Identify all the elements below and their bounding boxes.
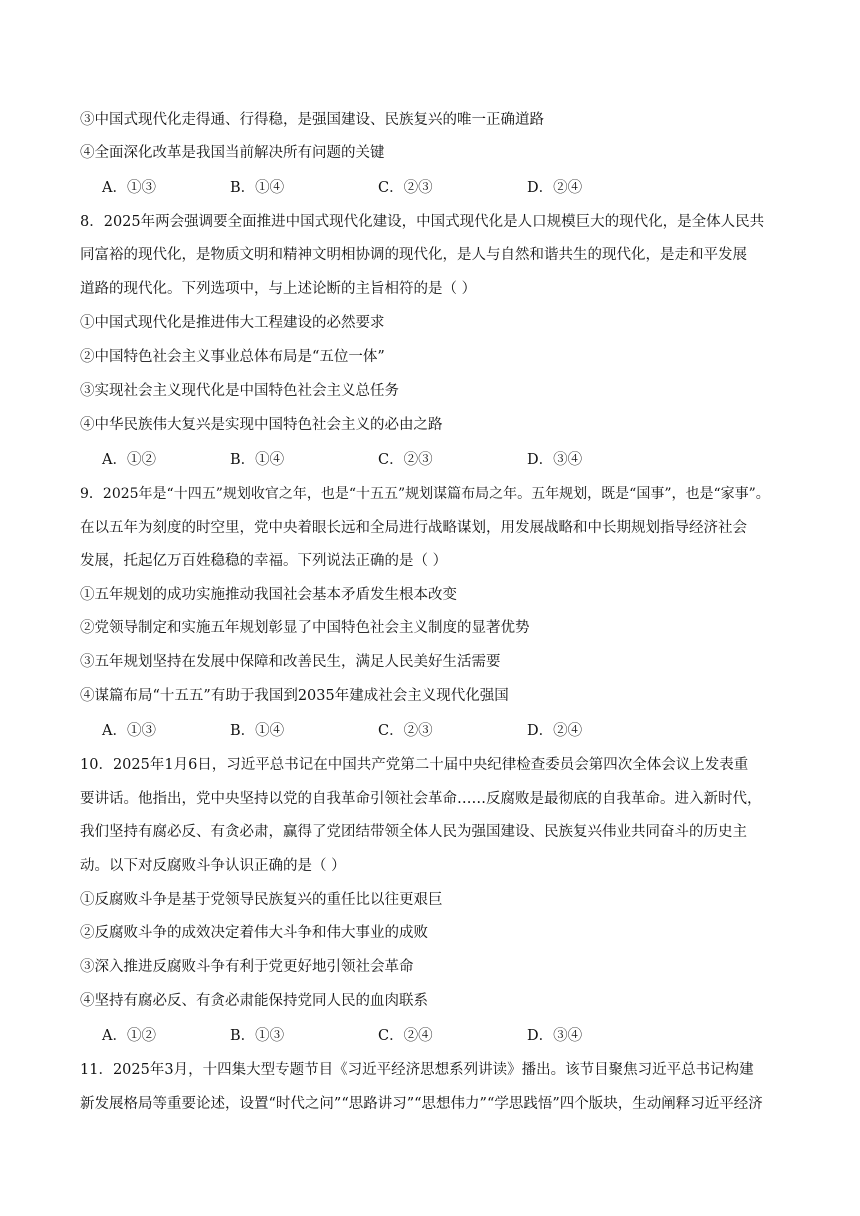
q9-statement-3: ③五年规划坚持在发展中保障和改善民生，满足人民美好生活需要 (80, 654, 501, 670)
q10-stem-line-4: 动。以下对反腐败斗争认识正确的是（ ） (80, 858, 346, 874)
q9-options (102, 721, 782, 741)
q10-stem-line-3: 我们坚持有腐必反、有贪必肃，赢得了党团结带领全体人民为强国建设、民族复兴伟业共同奋斗的历史主 (80, 824, 747, 840)
q10-option-c[interactable]: C．②④ (378, 1028, 433, 1044)
q8-statement-3: ③实现社会主义现代化是中国特色社会主义总任务 (80, 383, 399, 399)
q8-option-b[interactable]: B．①④ (230, 452, 285, 468)
q10-stem-line-2: 要讲话。他指出，党中央坚持以党的自我革命引领社会革命……反腐败是最彻底的自我革命。进入新时代， (80, 791, 762, 807)
q7-option-c[interactable]: C．②③ (378, 180, 433, 196)
q9-option-a[interactable]: A．①③ (102, 723, 156, 739)
q10-statement-3: ③深入推进反腐败斗争有利于党更好地引领社会革命 (80, 959, 414, 975)
q10-statement-2: ②反腐败斗争的成效决定着伟大斗争和伟大事业的成败 (80, 925, 428, 941)
q9-stem-line-3: 发展，托起亿万百姓稳稳的幸福。下列说法正确的是（ ） (80, 553, 448, 569)
q11-stem-line-1: 11．2025年3月，十四集大型专题节目《习近平经济思想系列讲读》播出。该节目聚焦习近平总书记构建 (80, 1062, 754, 1078)
q10-option-d[interactable]: D．③④ (527, 1028, 583, 1044)
q8-stem-line-2: 同富裕的现代化，是物质文明和精神文明相协调的现代化，是人与自然和谐共生的现代化，是走和平发展 (80, 247, 747, 263)
q8-stem-line-3: 道路的现代化。下列选项中，与上述论断的主旨相符的是（ ） (80, 281, 477, 297)
q8-statement-4: ④中华民族伟大复兴是实现中国特色社会主义的必由之路 (80, 417, 443, 433)
q7-statement-3: ③中国式现代化走得通、行得稳，是强国建设、民族复兴的唯一正确道路 (80, 112, 544, 128)
q10-statement-4: ④坚持有腐必反、有贪必肃能保持党同人民的血肉联系 (80, 993, 428, 1009)
q9-statement-4: ④谋篇布局“十五五”有助于我国到2035年建成社会主义现代化强国 (80, 688, 509, 704)
q7-option-d[interactable]: D．②④ (527, 180, 583, 196)
q10-option-a[interactable]: A．①② (102, 1028, 156, 1044)
q8-option-d[interactable]: D．③④ (527, 452, 583, 468)
q11-stem-line-2: 新发展格局等重要论述，设置“时代之问”“思路讲习”“思想伟力”“学思践悟”四个版块，生动阐释习近平经济 (80, 1096, 763, 1112)
q9-stem-line-2: 在以五年为刻度的时空里，党中央着眼长远和全局进行战略谋划，用发展战略和中长期规划指导经济社会 (80, 520, 747, 536)
q10-statement-1: ①反腐败斗争是基于党领导民族复兴的重任比以往更艰巨 (80, 892, 443, 908)
q9-statement-1: ①五年规划的成功实施推动我国社会基本矛盾发生根本改变 (80, 587, 457, 603)
q9-option-b[interactable]: B．①④ (230, 723, 285, 739)
q10-options (102, 1026, 782, 1046)
q7-statement-4: ④全面深化改革是我国当前解决所有问题的关键 (80, 145, 385, 161)
q7-options (102, 178, 782, 198)
q9-option-c[interactable]: C．②③ (378, 723, 433, 739)
q8-option-a[interactable]: A．①② (102, 452, 156, 468)
q9-option-d[interactable]: D．②④ (527, 723, 583, 739)
q7-option-b[interactable]: B．①④ (230, 180, 285, 196)
q7-option-a[interactable]: A．①③ (102, 180, 156, 196)
q8-statement-1: ①中国式现代化是推进伟大工程建设的必然要求 (80, 315, 385, 331)
q9-statement-2: ②党领导制定和实施五年规划彰显了中国特色社会主义制度的显著优势 (80, 620, 530, 636)
q8-options (102, 450, 782, 470)
q8-stem-line-1: 8．2025年两会强调要全面推进中国式现代化建设，中国式现代化是人口规模巨大的现代化，是全体人民共 (80, 214, 765, 230)
q8-statement-2: ②中国特色社会主义事业总体布局是“五位一体” (80, 349, 385, 365)
q9-stem-line-1: 9．2025年是“十四五”规划收官之年，也是“十五五”规划谋篇布局之年。五年规划，既是“国事”，也是“家事”。 (80, 486, 770, 502)
q10-option-b[interactable]: B．①③ (230, 1028, 285, 1044)
q8-option-c[interactable]: C．②③ (378, 452, 433, 468)
q10-stem-line-1: 10．2025年1月6日，习近平总书记在中国共产党第二十届中央纪律检查委员会第四次全体会议上发表重 (80, 757, 749, 773)
